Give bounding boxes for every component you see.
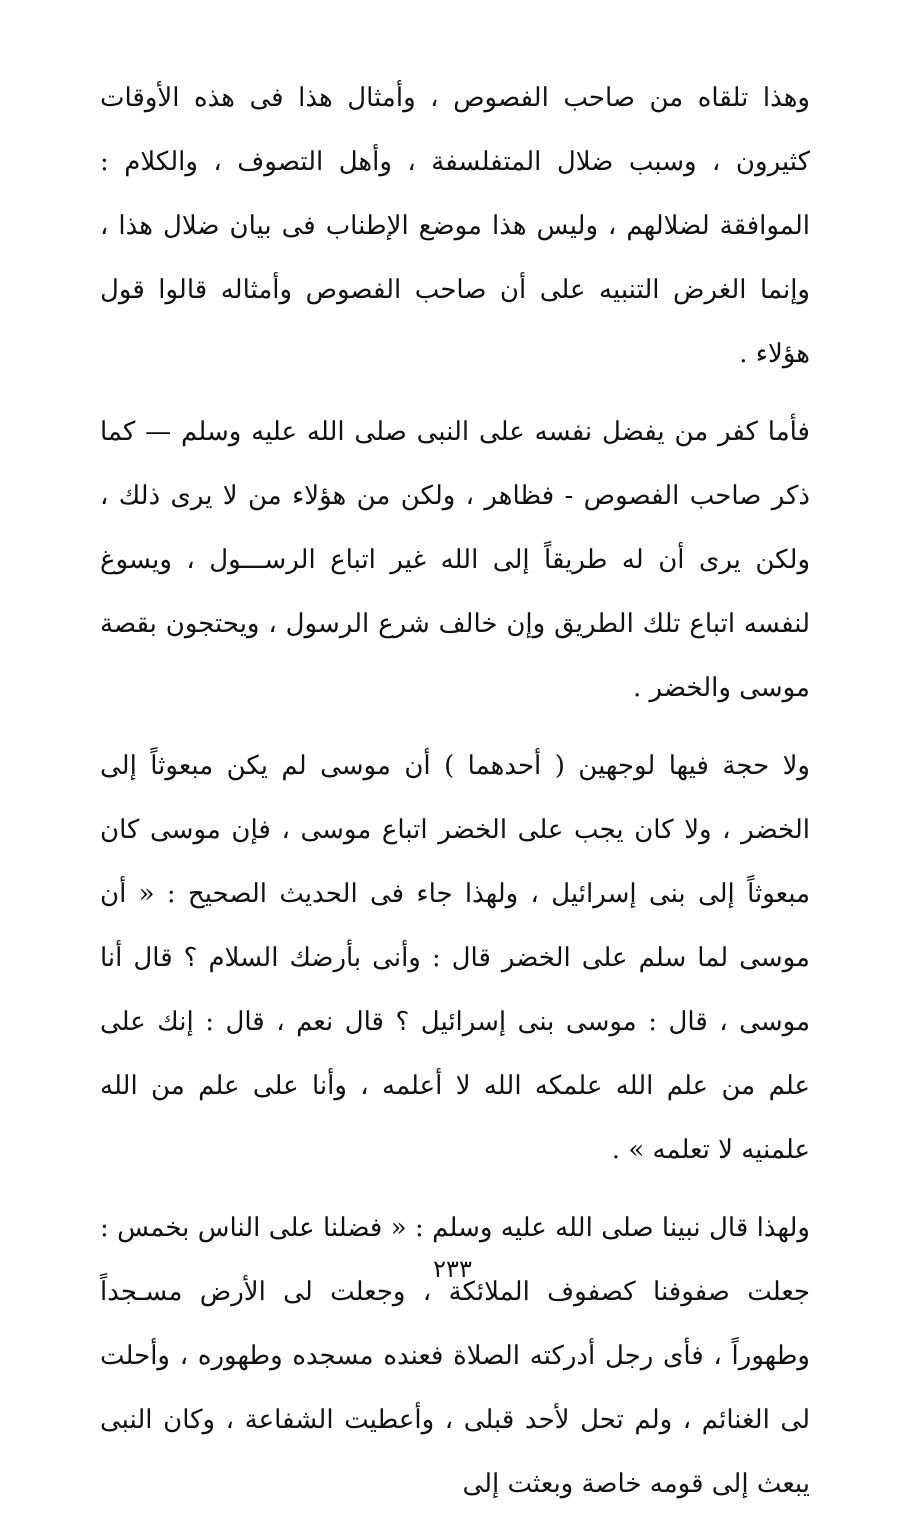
paragraph-4: ولهذا قال نبينا صلى الله عليه وسلم : « فضلنا على الناس بخمس : جعلت صفوفنا كصفوف الملائكة ، وجعلت لى الأرض مسـجداً وطهوراً ، فأى رجل أدركته الصلاة فعنده مسجده وطهوره ، وأحلت لى الغنائم ، ولم تحل لأحد قبلى ، وأعطيت الشفاعة ، وكان النبى يبعث إلى قومه خاصة وبعثت إلى xyxy=(100,1213,810,1499)
paragraph-3: ولا حجة فيها لوجهين ( أحدهما ) أن موسى لم يكن مبعوثاً إلى الخضر ، ولا كان يجب على الخضر اتباع موسى ، فإن موسى كان مبعوثاً إلى بنى إسرائيل ، ولهذا جاء فى الحديث الصحيح : « أن موسى لما سلم على الخضر قال : وأنى بأرضك السلام ؟ قال أنا موسى ، قال : موسى بنى إسرائيل ؟ قال نعم ، قال : إنك على علم من علم الله علمكه الله لا أعلمه ، وأنا على علم من الله علمنيه لا تعلمه » . xyxy=(100,751,810,1165)
paragraph-1: وهذا تلقاه من صاحب الفصوص ، وأمثال هذا فى هذه الأوقات كثيرون ، وسبب ضلال المتفلسفة ، وأهل التصوف ، والكلام : الموافقة لضلالهم ، وليس هذا موضع الإطناب فى بيان ضلال هذا ، وإنما الغرض التنبيه على أن صاحب الفصوص وأمثاله قالوا قول هؤلاء . xyxy=(100,83,810,369)
paragraph-gap xyxy=(100,1182,810,1196)
page-number: ٢٣٣ xyxy=(433,1255,472,1283)
paragraph-2: فأما كفر من يفضل نفسه على النبى صلى الله عليه وسلم — كما ذكر صاحب الفصوص - فظاهر ، ولكن من هؤلاء من لا يرى ذلك ، ولكن يرى أن له طريقاً إلى الله غير اتباع الرســـول ، ويسوغ لنفسه اتباع تلك الطريق وإن خالف شرع الرسول ، ويحتجون بقصة موسى والخضر . xyxy=(100,417,810,703)
paragraph-gap xyxy=(100,720,810,734)
paragraph-gap xyxy=(100,386,810,400)
